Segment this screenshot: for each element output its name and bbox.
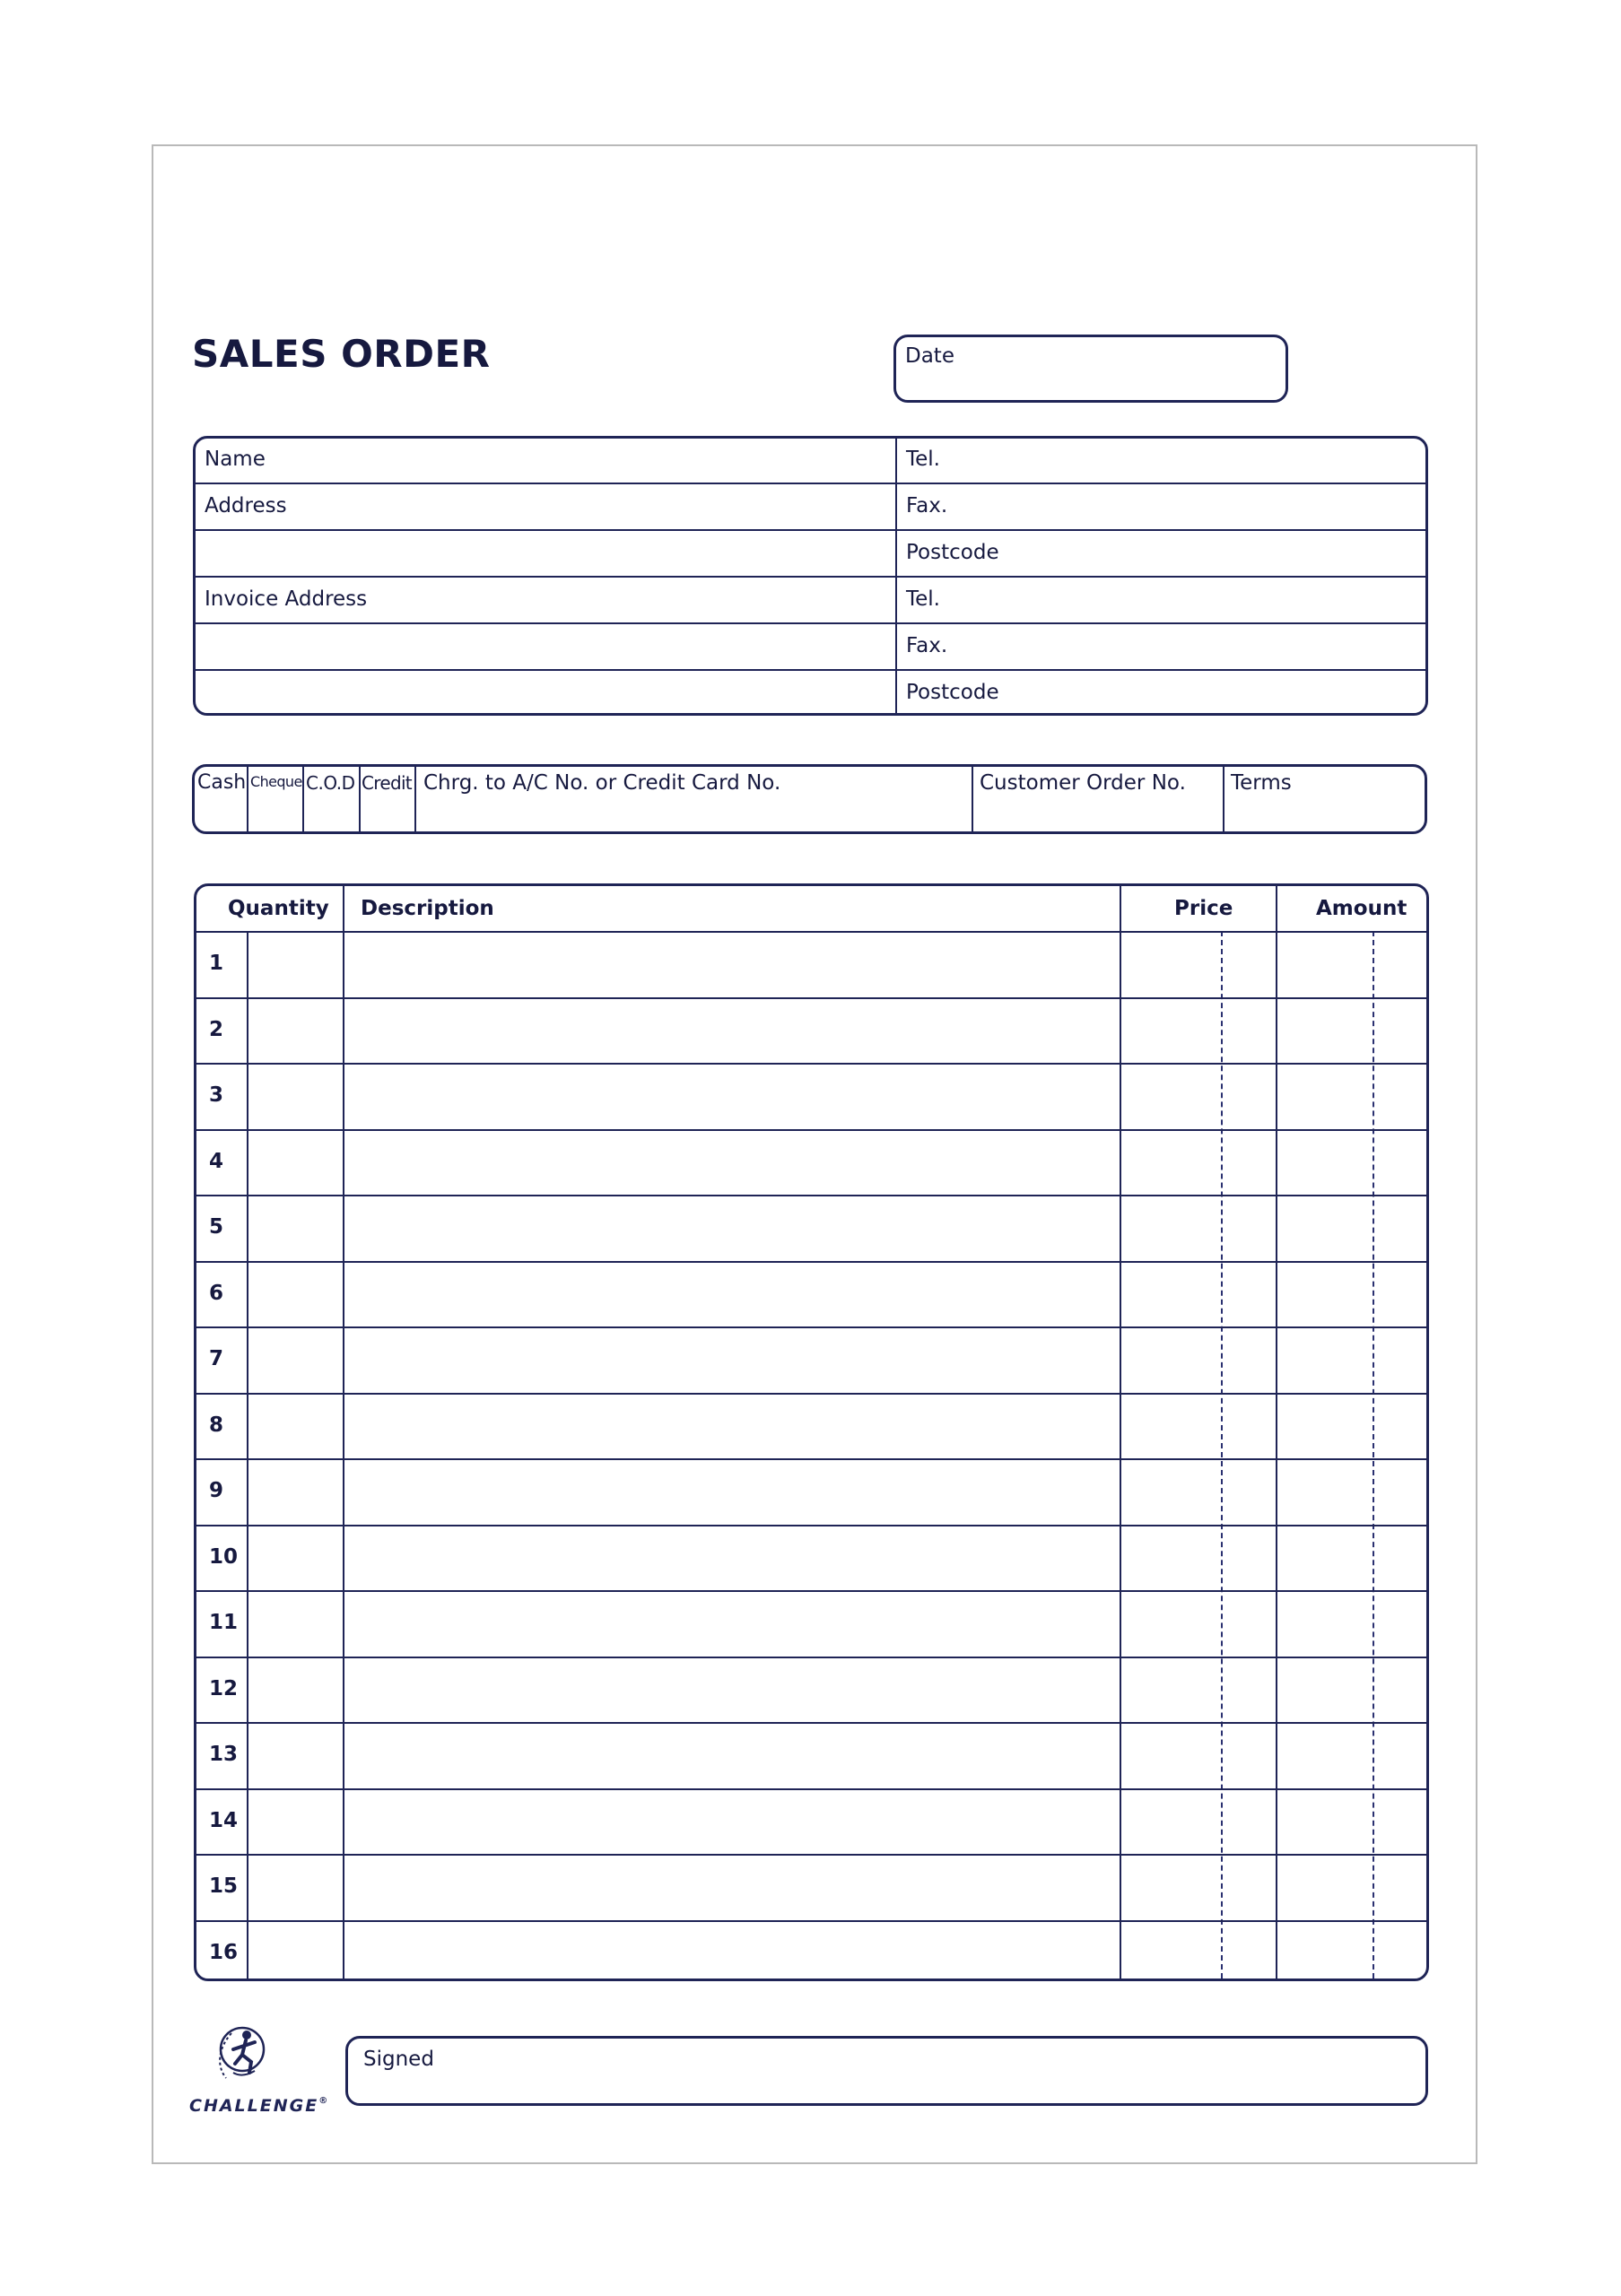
amount-cell[interactable] (1277, 1658, 1426, 1721)
quantity-cell[interactable] (248, 1328, 343, 1391)
table-row (196, 1525, 1426, 1591)
price-cell[interactable] (1121, 1922, 1276, 1985)
description-cell[interactable] (344, 1658, 1120, 1721)
customer-details-box (193, 436, 1428, 716)
signed-label: Signed (363, 2048, 434, 2071)
table-row (196, 931, 1426, 997)
row-number: 15 (209, 1874, 239, 1898)
description-cell[interactable] (344, 1065, 1120, 1127)
price-cell[interactable] (1121, 1526, 1276, 1589)
row-number: 12 (209, 1676, 239, 1700)
row-number: 9 (209, 1479, 224, 1502)
table-row (196, 1788, 1426, 1855)
amount-cell[interactable] (1277, 1328, 1426, 1391)
row-number: 2 (209, 1017, 224, 1041)
price-cell[interactable] (1121, 1592, 1276, 1655)
table-row (196, 1393, 1426, 1459)
description-cell[interactable] (344, 1592, 1120, 1655)
table-row (196, 1854, 1426, 1920)
description-cell[interactable] (344, 1460, 1120, 1523)
price-cell[interactable] (1121, 1328, 1276, 1391)
price-cell[interactable] (1121, 1065, 1276, 1127)
price-cell[interactable] (1121, 999, 1276, 1062)
date-label: Date (905, 344, 954, 368)
description-cell[interactable] (344, 1922, 1120, 1985)
quantity-cell[interactable] (248, 1065, 343, 1127)
amount-cell[interactable] (1277, 999, 1426, 1062)
tel-label: Tel. (906, 448, 940, 471)
amount-cell[interactable] (1277, 1395, 1426, 1457)
brand-name: CHALLENGE (189, 2096, 319, 2116)
cash-option: Cash (197, 771, 247, 794)
description-cell[interactable] (344, 1790, 1120, 1853)
quantity-cell[interactable] (248, 1856, 343, 1918)
table-row (196, 1590, 1426, 1657)
quantity-cell[interactable] (248, 1790, 343, 1853)
runner-icon (187, 2022, 321, 2092)
row-number: 8 (209, 1413, 224, 1437)
price-cell[interactable] (1121, 1460, 1276, 1523)
customer-order-label: Customer Order No. (980, 771, 1186, 795)
table-row (196, 1458, 1426, 1525)
quantity-cell[interactable] (248, 1724, 343, 1787)
price-cell[interactable] (1121, 1131, 1276, 1194)
charge-account-label: Chrg. to A/C No. or Credit Card No. (423, 771, 781, 795)
cod-option: C.O.D (306, 772, 355, 794)
quantity-header: Quantity (228, 897, 329, 920)
table-row (196, 1195, 1426, 1261)
description-cell[interactable] (344, 1395, 1120, 1457)
price-cell[interactable] (1121, 1395, 1276, 1457)
table-row (196, 1920, 1426, 1987)
page-title: SALES ORDER (192, 332, 491, 376)
description-cell[interactable] (344, 1131, 1120, 1194)
brand-mark: ® (318, 2096, 330, 2106)
table-row (196, 997, 1426, 1064)
price-cell[interactable] (1121, 1790, 1276, 1853)
description-cell[interactable] (344, 1526, 1120, 1589)
price-cell[interactable] (1121, 933, 1276, 996)
price-cell[interactable] (1121, 1856, 1276, 1918)
row-number: 7 (209, 1347, 224, 1370)
table-row (196, 1261, 1426, 1327)
invoice-address-label: Invoice Address (205, 587, 368, 611)
challenge-logo (187, 2022, 330, 2121)
invoice-postcode-label: Postcode (906, 681, 999, 704)
amount-cell[interactable] (1277, 1065, 1426, 1127)
quantity-cell[interactable] (248, 1395, 343, 1457)
quantity-cell[interactable] (248, 1460, 343, 1523)
quantity-cell[interactable] (248, 1131, 343, 1194)
amount-cell[interactable] (1277, 1790, 1426, 1853)
fax-label: Fax. (906, 494, 948, 517)
row-number: 11 (209, 1611, 239, 1634)
quantity-cell[interactable] (248, 999, 343, 1062)
postcode-label: Postcode (906, 541, 999, 564)
name-label: Name (205, 448, 266, 471)
amount-cell[interactable] (1277, 1724, 1426, 1787)
table-row (196, 1722, 1426, 1788)
row-number: 4 (209, 1149, 224, 1173)
row-number: 16 (209, 1940, 239, 1964)
invoice-tel-label: Tel. (906, 587, 940, 611)
quantity-cell[interactable] (248, 1263, 343, 1326)
price-header: Price (1174, 897, 1233, 920)
quantity-cell[interactable] (248, 1526, 343, 1589)
invoice-fax-label: Fax. (906, 634, 948, 657)
price-cell[interactable] (1121, 1658, 1276, 1721)
row-number: 10 (209, 1544, 239, 1569)
description-cell[interactable] (344, 933, 1120, 996)
address-label: Address (205, 494, 287, 517)
price-cell[interactable] (1121, 1724, 1276, 1787)
row-number: 1 (209, 952, 224, 975)
cheque-option: Cheque (250, 773, 302, 790)
amount-cell[interactable] (1277, 1526, 1426, 1589)
table-row (196, 1063, 1426, 1129)
credit-option: Credit (362, 772, 412, 794)
quantity-cell[interactable] (248, 1922, 343, 1985)
description-header: Description (361, 897, 494, 920)
price-cell[interactable] (1121, 1196, 1276, 1259)
quantity-cell[interactable] (248, 1592, 343, 1655)
amount-cell[interactable] (1277, 1922, 1426, 1985)
row-number: 13 (209, 1743, 239, 1766)
quantity-cell[interactable] (248, 1196, 343, 1259)
amount-cell[interactable] (1277, 1460, 1426, 1523)
description-cell[interactable] (344, 999, 1120, 1062)
amount-cell[interactable] (1277, 1263, 1426, 1326)
description-cell[interactable] (344, 1263, 1120, 1326)
table-row (196, 1326, 1426, 1393)
row-number: 3 (209, 1083, 224, 1107)
payment-box (192, 764, 1427, 834)
amount-header: Amount (1316, 897, 1407, 920)
description-cell[interactable] (344, 1856, 1120, 1918)
quantity-cell[interactable] (248, 1658, 343, 1721)
description-cell[interactable] (344, 1196, 1120, 1259)
amount-cell[interactable] (1277, 1131, 1426, 1194)
row-number: 14 (209, 1808, 239, 1832)
table-row (196, 1129, 1426, 1196)
row-number: 6 (209, 1281, 224, 1305)
table-row (196, 1657, 1426, 1723)
description-cell[interactable] (344, 1328, 1120, 1391)
signature-field[interactable] (345, 2036, 1428, 2106)
description-cell[interactable] (344, 1724, 1120, 1787)
items-table (194, 883, 1429, 1981)
amount-cell[interactable] (1277, 1592, 1426, 1655)
price-cell[interactable] (1121, 1263, 1276, 1326)
amount-cell[interactable] (1277, 933, 1426, 996)
terms-label: Terms (1231, 771, 1292, 795)
quantity-cell[interactable] (248, 933, 343, 996)
date-field[interactable] (893, 335, 1288, 403)
row-number: 5 (209, 1215, 224, 1239)
amount-cell[interactable] (1277, 1196, 1426, 1259)
amount-cell[interactable] (1277, 1856, 1426, 1918)
